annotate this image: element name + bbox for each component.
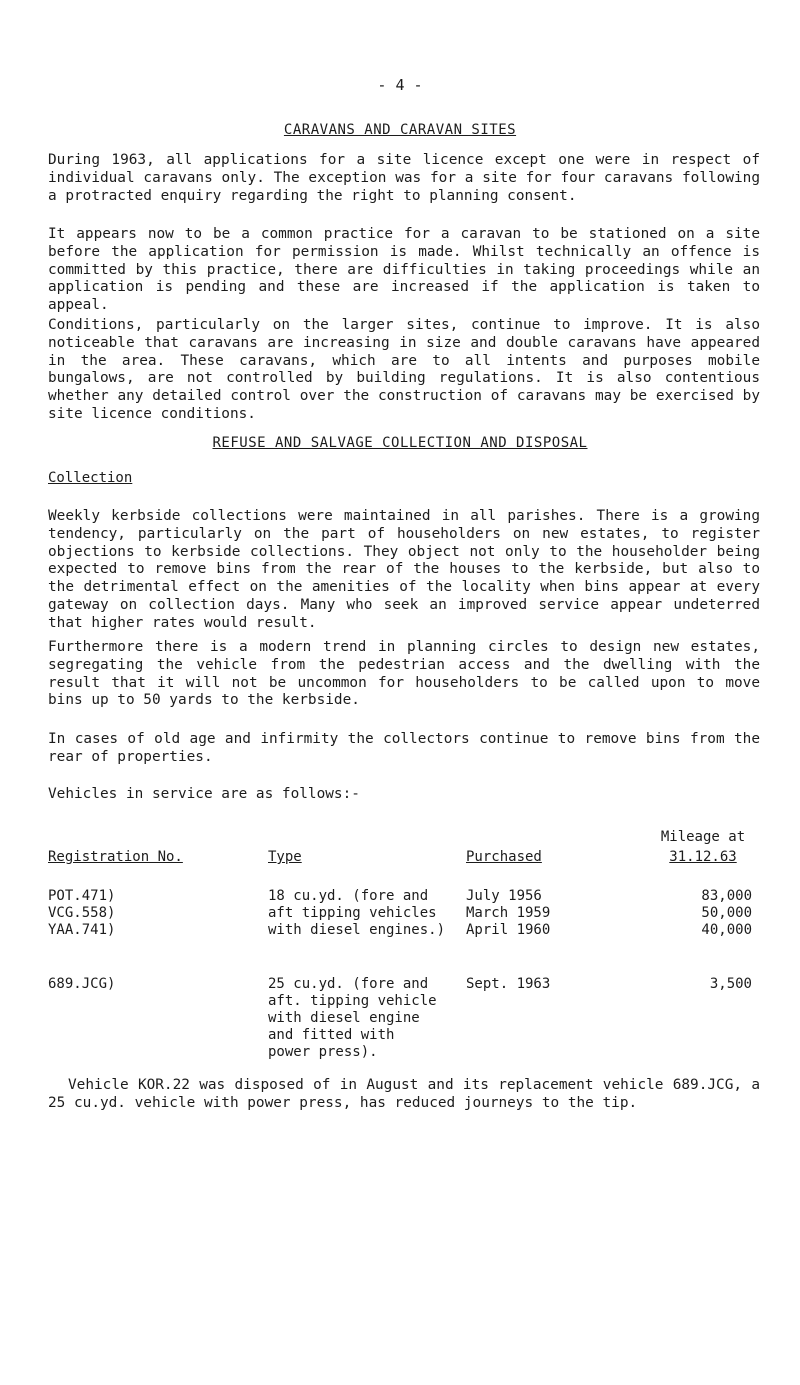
cell-mileage: 83,000 50,000 40,000 [701, 888, 752, 938]
subheading-collection: Collection [48, 470, 133, 486]
paragraph-collection-2: Furthermore there is a modern trend in planning circles to design new estates, segregating the vehicle from the pedestrian access and the dwelling with the result that it will not be uncommon for householders to be called upon to move bins up to 50 yards to the kerbside. [48, 639, 760, 709]
header-type: Type [268, 849, 302, 865]
cell-registration: 689.JCG) [48, 976, 116, 992]
cell-purchased: Sept. 1963 [466, 976, 551, 992]
header-mileage-date: 31.12.63 [669, 849, 737, 865]
paragraph-caravans-2: It appears now to be a common practice for a caravan to be stationed on a site before the application for permission is made. Whilst technically an offence is committed by this practice, there are difficulties in taking proceedings while an application is pending and these are increased if the application is taken to appeal. [48, 226, 760, 314]
page-number: - 4 - [377, 76, 423, 94]
paragraph-collection-3: In cases of old age and infirmity the collectors continue to remove bins from the rear of properties. [48, 731, 760, 765]
cell-type: 25 cu.yd. (fore and aft. tipping vehicle with diesel engine and fitted with power press). [268, 976, 437, 1060]
vehicles-intro: Vehicles in service are as follows:- [48, 786, 360, 802]
section-heading-refuse: REFUSE AND SALVAGE COLLECTION AND DISPOSAL [212, 435, 588, 451]
paragraph-vehicle-note: Vehicle KOR.22 was disposed of in August and its replacement vehicle 689.JCG, a 25 cu.yd. vehicle with power press, has reduced journeys to the tip. [48, 1077, 760, 1111]
header-registration: Registration No. [48, 849, 183, 865]
paragraph-caravans-1: During 1963, all applications for a site licence except one were in respect of individual caravans only. The exception was for a site for four caravans following a protracted enquiry regarding the right to planning consent. [48, 152, 760, 204]
cell-registration: POT.471) VCG.558) YAA.741) [48, 888, 116, 938]
cell-mileage: 3,500 [709, 976, 752, 992]
section-heading-caravans: CARAVANS AND CARAVAN SITES [283, 122, 517, 138]
header-purchased: Purchased [466, 849, 542, 865]
cell-purchased: July 1956 March 1959 April 1960 [466, 888, 551, 938]
paragraph-caravans-3: Conditions, particularly on the larger sites, continue to improve. It is also noticeable that caravans are increasing in size and double caravans have appeared in the area. These caravans, which are to all intents and purposes mobile bungalows, are not controlled by building regulations. It is also contentious whether any detailed control over the construction of caravans may be exercised by site licence conditions. [48, 317, 760, 422]
cell-type: 18 cu.yd. (fore and aft tipping vehicles with diesel engines.) [268, 888, 446, 938]
header-mileage: Mileage at [660, 829, 746, 845]
paragraph-collection-1: Weekly kerbside collections were maintained in all parishes. There is a growing tendency, particularly on the part of householders on new estates, to register objections to kerbside collections. They object not only to the householder being expected to remove bins from the rear of the houses to the kerbside, but also to the detrimental effect on the amenities of the locality when bins appear at every gateway on collection days. Many who seek an improved service appear undeterred that higher rates would result. [48, 508, 760, 631]
